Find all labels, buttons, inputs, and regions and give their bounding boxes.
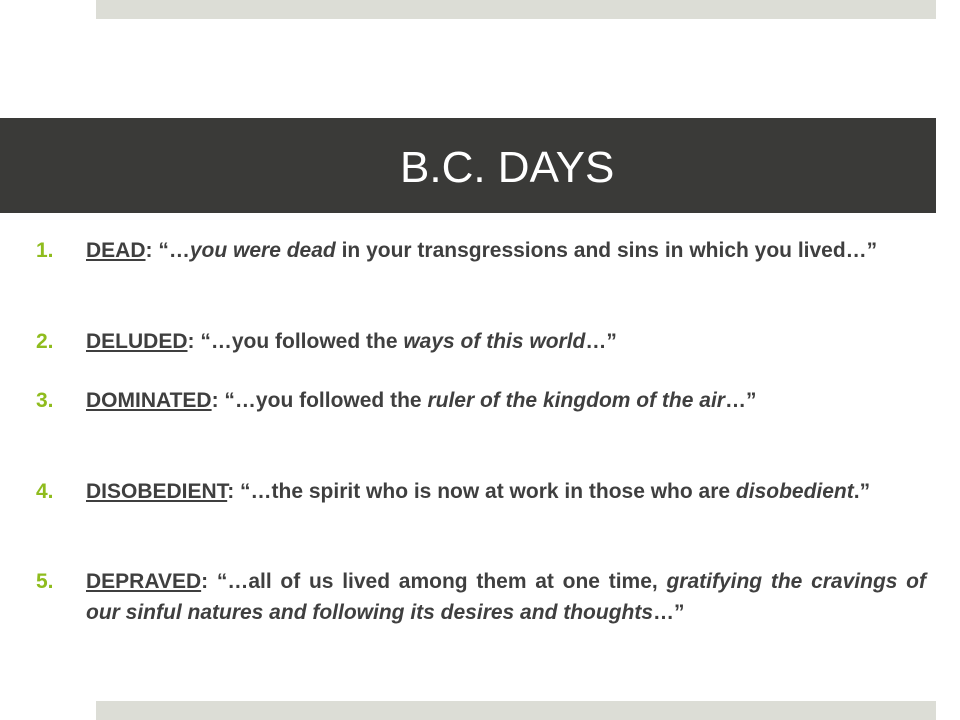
list-item-dominated — [36, 385, 926, 416]
list-item-depraved — [36, 566, 926, 628]
item-number: 3. — [36, 389, 54, 412]
item-number: 1. — [36, 239, 54, 262]
item-text-part: …” — [585, 330, 617, 353]
item-text-part: …” — [724, 389, 757, 412]
item-number: 4. — [36, 480, 54, 503]
item-text-part: : “…you followed the — [211, 389, 428, 412]
item-term: DOMINATED — [86, 389, 212, 412]
item-text-emphasis: you were dead — [189, 239, 336, 262]
item-text-part: in your transgressions and sins in which you lived…” — [335, 239, 878, 262]
item-text-emphasis: ways of this world — [403, 330, 586, 353]
item-term: DEPRAVED — [86, 570, 202, 593]
item-text-part: : “…all of us lived among them at one time, — [201, 570, 667, 593]
item-text-emphasis: gratifying the cravings of our sinful natures and following its desires and thoughts — [86, 570, 926, 624]
item-text-part: .” — [853, 480, 871, 503]
item-term: DELUDED — [86, 330, 188, 353]
item-text-part: : “…the spirit who is now at work in those who are — [227, 480, 736, 503]
item-text — [86, 476, 926, 507]
item-number: 5. — [36, 570, 54, 593]
item-text-part: : “… — [145, 239, 190, 262]
slide-title: B.C. DAYS — [400, 143, 615, 192]
item-text-emphasis: ruler of the kingdom of the air — [427, 389, 725, 412]
list-item-dead — [36, 235, 926, 266]
item-text — [86, 566, 926, 628]
item-text-part: …” — [653, 601, 685, 624]
item-text-emphasis: disobedient — [735, 480, 854, 503]
item-text — [86, 385, 926, 416]
item-text — [86, 235, 926, 266]
item-term: DEAD — [86, 239, 146, 262]
item-text-part: : “…you followed the — [187, 330, 404, 353]
list-item-disobedient — [36, 476, 926, 507]
item-term: DISOBEDIENT — [86, 480, 228, 503]
list-item-deluded — [36, 326, 926, 357]
item-text — [86, 326, 926, 357]
bottom-decor-bar — [96, 701, 936, 720]
item-number: 2. — [36, 330, 54, 353]
top-decor-bar — [96, 0, 936, 19]
